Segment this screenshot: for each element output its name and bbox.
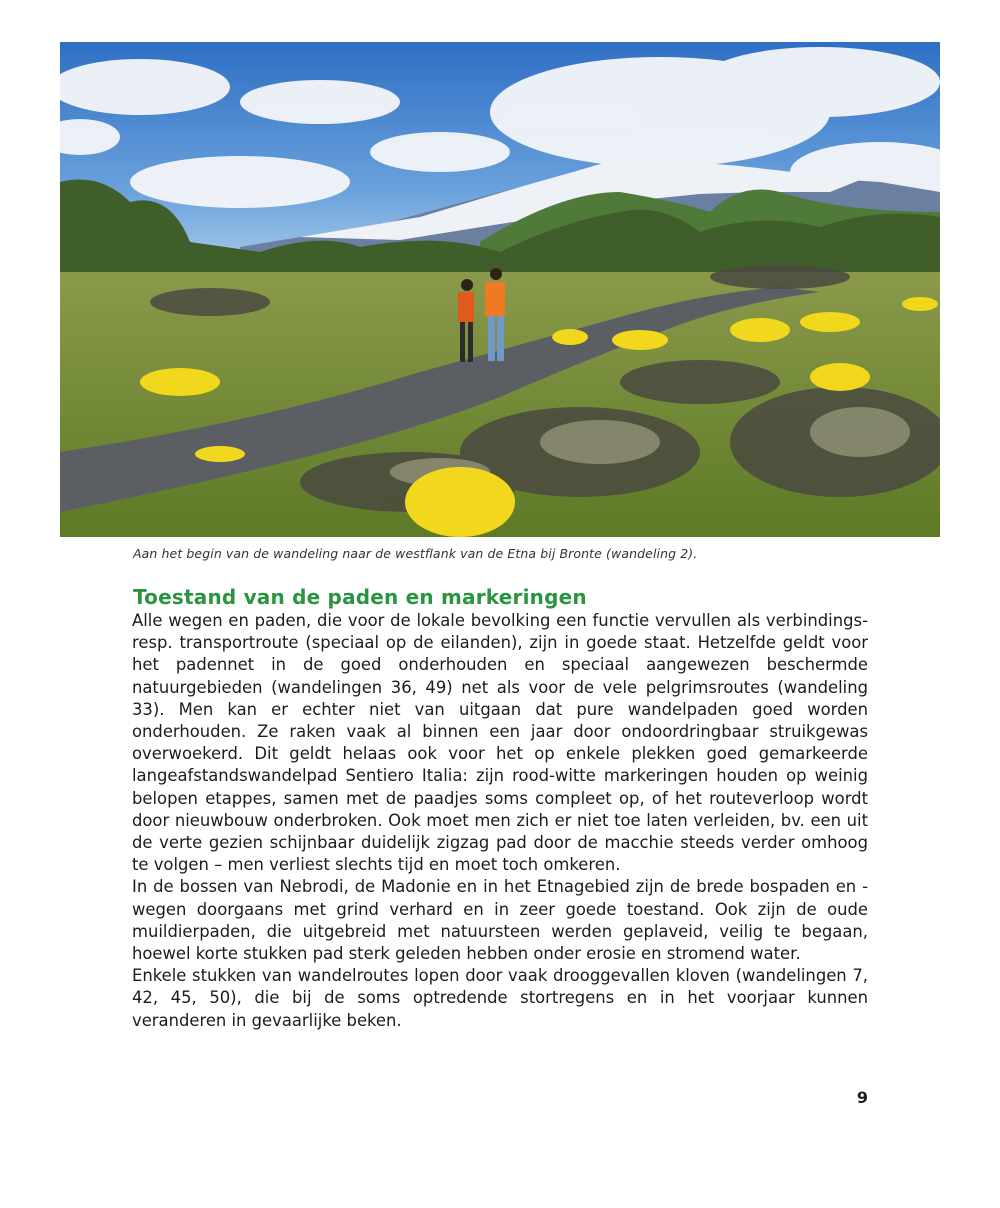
paragraph-2: In de bossen van Nebrodi, de Madonie en in het Etnagebied zijn de brede bospaden en -wegen doorgaans met grind verhard en in zeer goede toestand. Ook zijn de oude muildierpaden, die uitgebreid met natuursteen werden geplaveid, veilig te begaan, hoewel korte stukken pad sterk geleden hebben onder erosie en stromend water.: [132, 877, 868, 964]
section-body: [132, 610, 868, 1032]
photo-caption: Aan het begin van de wandeling naar de westflank van de Etna bij Bronte (wandeling 2).: [133, 546, 698, 561]
landscape-illustration: [60, 42, 940, 537]
photo-etna-hike: [60, 42, 940, 537]
section-heading: Toestand van de paden en markeringen: [133, 585, 587, 609]
page-number: 9: [856, 1088, 868, 1107]
paragraph-3: Enkele stukken van wandelroutes lopen door vaak drooggevallen kloven (wandelingen 7, 42, 45, 50), die bij de soms optredende stortregens en in het voorjaar kunnen veranderen in gevaarlijke beken.: [132, 966, 868, 1030]
paragraph-1: Alle wegen en paden, die voor de lokale bevolking een functie vervullen als verbindings- resp. transportroute (speciaal op de eilanden), zijn in goede staat. Hetzelfde geldt voor het padennet in de goed onderhouden en speciaal aangewezen beschermde natuurgebieden (wandelingen 36, 49) net als voor de vele pelgrimsroutes (wandeling 33). Men kan er echter niet van uitgaan dat pure wandelpaden goed worden onderhouden. Ze raken vaak al binnen een jaar door ondoordringbaar struikgewas overwoekerd. Dit geldt helaas ook voor het op enkele plekken goed gemarkeerde langeafstandswandelpad Sentiero Italia: zijn rood-witte markeringen houden op weinig belopen etappes, samen met de paadjes soms compleet op, of het routeverloop wordt door nieuwbouw onderbroken. Ook moet men zich er niet toe laten verleiden, bv. een uit de verte gezien schijnbaar duidelijk zigzag pad door de macchie steeds verder omhoog te volgen – men verliest slechts tijd en moet toch omkeren.: [132, 611, 868, 875]
